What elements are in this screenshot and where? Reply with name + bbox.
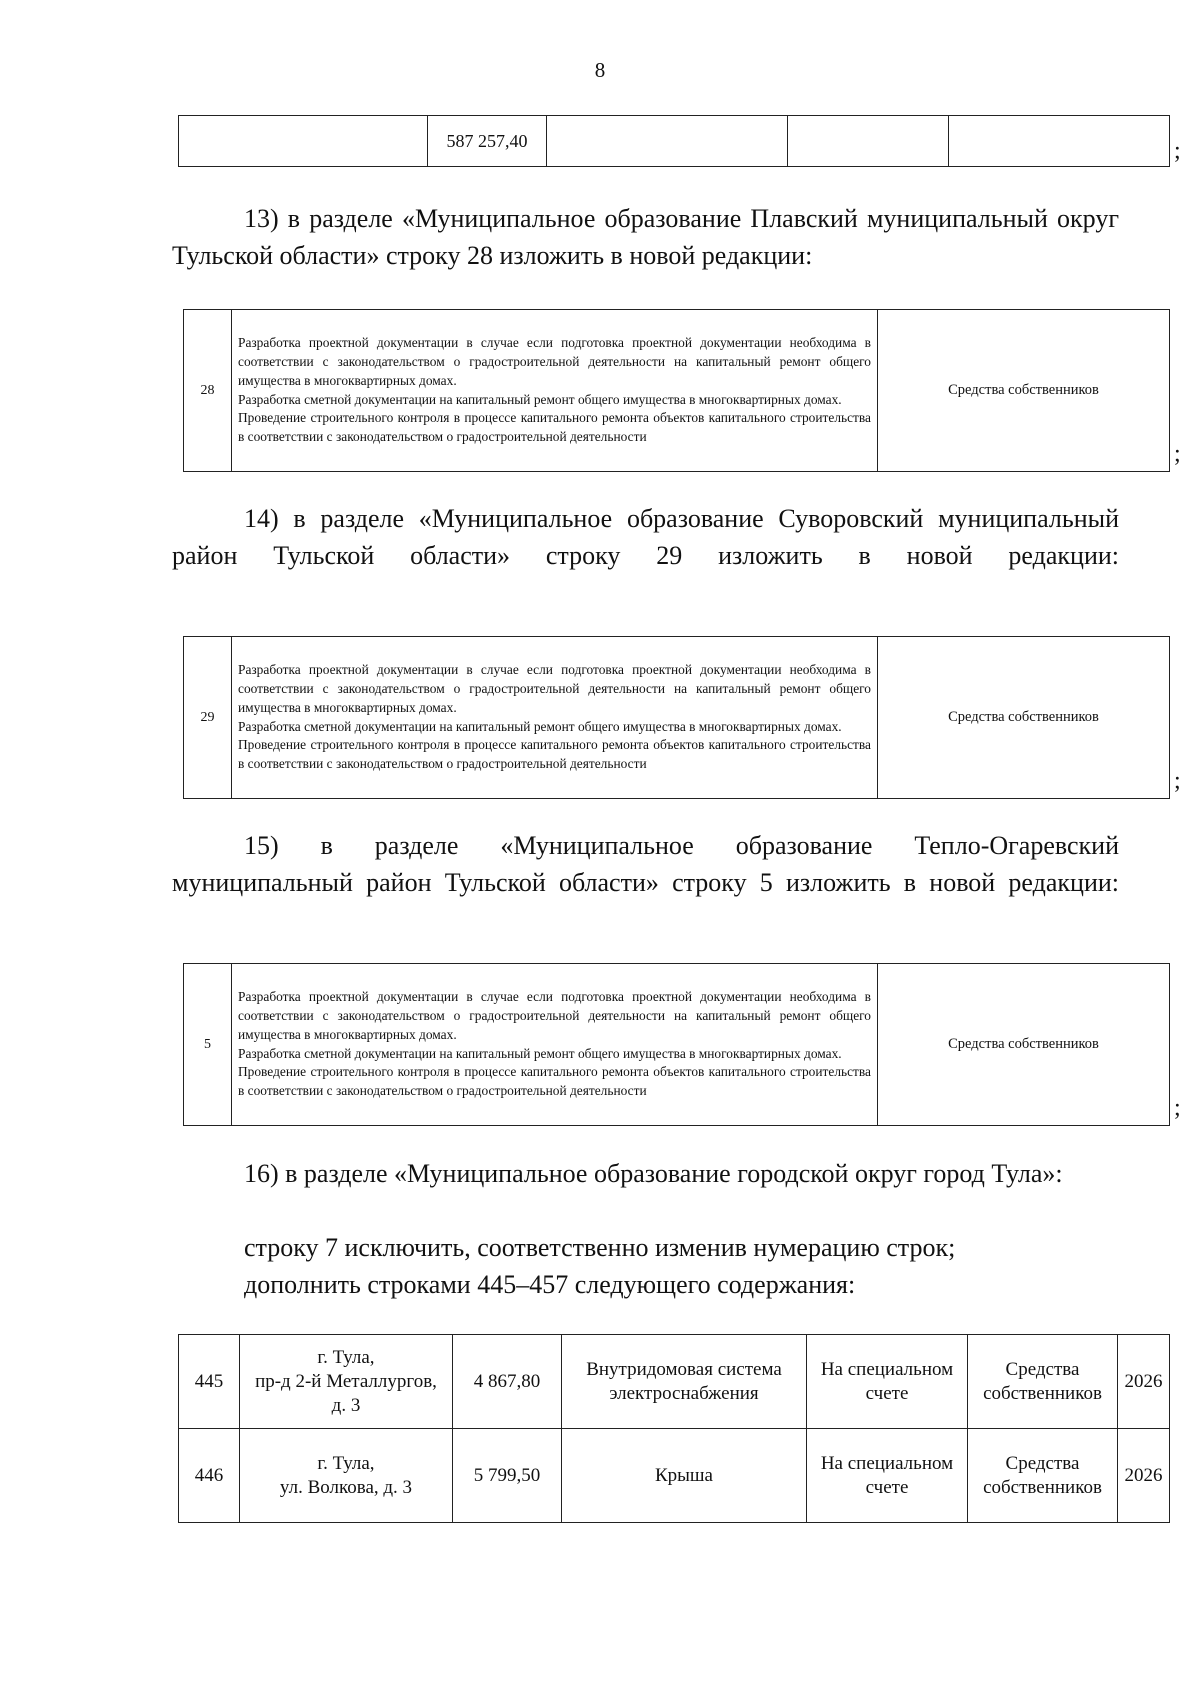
table-row bbox=[184, 637, 1170, 799]
funding-source: Средства собственников bbox=[878, 964, 1170, 1126]
table-cell bbox=[788, 116, 949, 167]
address-line: д. 3 bbox=[331, 1394, 361, 1416]
work-description bbox=[232, 310, 878, 472]
source-line: собственников bbox=[983, 1382, 1102, 1404]
work-cell bbox=[562, 1335, 807, 1429]
amendment-paragraph bbox=[172, 827, 1119, 901]
area-cell: 5 799,50 bbox=[453, 1429, 562, 1523]
description-line: Разработка сметной документации на капитальный ремонт общего имущества в многоквартирных домах. bbox=[238, 391, 842, 407]
instruction-line: дополнить строками 445–457 следующего содержания: bbox=[244, 1270, 856, 1299]
work-line: электроснабжения bbox=[609, 1382, 759, 1404]
row-number: 446 bbox=[179, 1429, 240, 1523]
work-line: Крыша bbox=[654, 1464, 713, 1486]
table-row bbox=[179, 1429, 1170, 1523]
amendment-paragraph bbox=[172, 500, 1119, 574]
work-table bbox=[183, 309, 1170, 472]
table-cell bbox=[547, 116, 788, 167]
continuation-table bbox=[178, 115, 1170, 167]
description-line: Разработка проектной документации в случае если подготовка проектной документации необходима в соответствии с законодательством о градостроительной деятельности на капитальный ремонт общего имущества в многоквартирных домах. bbox=[238, 989, 871, 1042]
source-line: Средства bbox=[1005, 1452, 1080, 1474]
work-line: Внутридомовая система bbox=[586, 1358, 782, 1380]
work-cell bbox=[562, 1429, 807, 1523]
paragraph-text: 16) в разделе «Муниципальное образование городской округ город Тула»: bbox=[244, 1159, 1063, 1188]
row-terminator: ; bbox=[1174, 1095, 1181, 1121]
table-cell bbox=[949, 116, 1170, 167]
paragraph-text: 14) в разделе «Муниципальное образование Суворовский муниципальный район Тульской области» строку 29 изложить в новой редакции: bbox=[172, 504, 1119, 570]
funding-source: Средства собственников bbox=[878, 637, 1170, 799]
description-line: Разработка сметной документации на капитальный ремонт общего имущества в многоквартирных домах. bbox=[238, 718, 842, 734]
account-line: счете bbox=[865, 1476, 909, 1498]
description-line: Проведение строительного контроля в процессе капитального ремонта объектов капитального строительства в соответствии с законодательством о градостроительной деятельности bbox=[238, 737, 871, 772]
address-table bbox=[178, 1334, 1170, 1523]
amendment-paragraph bbox=[172, 1155, 1119, 1192]
table-cell bbox=[179, 116, 428, 167]
area-cell: 4 867,80 bbox=[453, 1335, 562, 1429]
work-description bbox=[232, 637, 878, 799]
row-terminator: ; bbox=[1174, 138, 1181, 164]
account-line: На специальном bbox=[820, 1358, 954, 1380]
source-line: Средства bbox=[1005, 1358, 1080, 1380]
account-cell bbox=[807, 1429, 968, 1523]
table-row bbox=[179, 116, 1170, 167]
funding-source: Средства собственников bbox=[878, 310, 1170, 472]
description-line: Проведение строительного контроля в процессе капитального ремонта объектов капитального строительства в соответствии с законодательством о градостроительной деятельности bbox=[238, 410, 871, 445]
paragraph-text: 13) в разделе «Муниципальное образование Плавский муниципальный округ Тульской области» строку 28 изложить в новой редакции: bbox=[172, 204, 1119, 270]
address-line: ул. Волкова, д. 3 bbox=[279, 1476, 413, 1498]
row-number: 28 bbox=[184, 310, 232, 472]
address-line: г. Тула, bbox=[317, 1346, 375, 1368]
amendment-paragraph bbox=[172, 200, 1119, 274]
work-description bbox=[232, 964, 878, 1126]
row-number: 29 bbox=[184, 637, 232, 799]
instruction-line: строку 7 исключить, соответственно изменив нумерацию строк; bbox=[244, 1233, 956, 1262]
description-line: Разработка проектной документации в случае если подготовка проектной документации необходима в соответствии с законодательством о градостроительной деятельности на капитальный ремонт общего имущества в многоквартирных домах. bbox=[238, 335, 871, 388]
table-cell: 587 257,40 bbox=[428, 116, 547, 167]
address-line: пр-д 2-й Металлургов, bbox=[255, 1370, 437, 1392]
row-terminator: ; bbox=[1174, 441, 1181, 467]
source-cell bbox=[968, 1335, 1118, 1429]
table-row bbox=[184, 310, 1170, 472]
row-number: 445 bbox=[179, 1335, 240, 1429]
year-cell: 2026 bbox=[1118, 1429, 1170, 1523]
year-cell: 2026 bbox=[1118, 1335, 1170, 1429]
source-cell bbox=[968, 1429, 1118, 1523]
table-row bbox=[184, 964, 1170, 1126]
address-line: г. Тула, bbox=[317, 1452, 375, 1474]
account-line: На специальном bbox=[820, 1452, 954, 1474]
description-line: Проведение строительного контроля в процессе капитального ремонта объектов капитального строительства в соответствии с законодательством о градостроительной деятельности bbox=[238, 1064, 871, 1099]
page-number: 8 bbox=[594, 58, 606, 82]
row-terminator: ; bbox=[1174, 768, 1181, 794]
paragraph-text: 15) в разделе «Муниципальное образование Тепло-Огаревский муниципальный район Тульской области» строку 5 изложить в новой редакции: bbox=[172, 831, 1119, 897]
work-table bbox=[183, 963, 1170, 1126]
source-line: собственников bbox=[983, 1476, 1102, 1498]
work-table bbox=[183, 636, 1170, 799]
description-line: Разработка проектной документации в случае если подготовка проектной документации необходима в соответствии с законодательством о градостроительной деятельности на капитальный ремонт общего имущества в многоквартирных домах. bbox=[238, 662, 871, 715]
account-cell bbox=[807, 1335, 968, 1429]
description-line: Разработка сметной документации на капитальный ремонт общего имущества в многоквартирных домах. bbox=[238, 1045, 842, 1061]
row-number: 5 bbox=[184, 964, 232, 1126]
account-line: счете bbox=[865, 1382, 909, 1404]
table-row bbox=[179, 1335, 1170, 1429]
address-cell bbox=[240, 1335, 453, 1429]
address-cell bbox=[240, 1429, 453, 1523]
